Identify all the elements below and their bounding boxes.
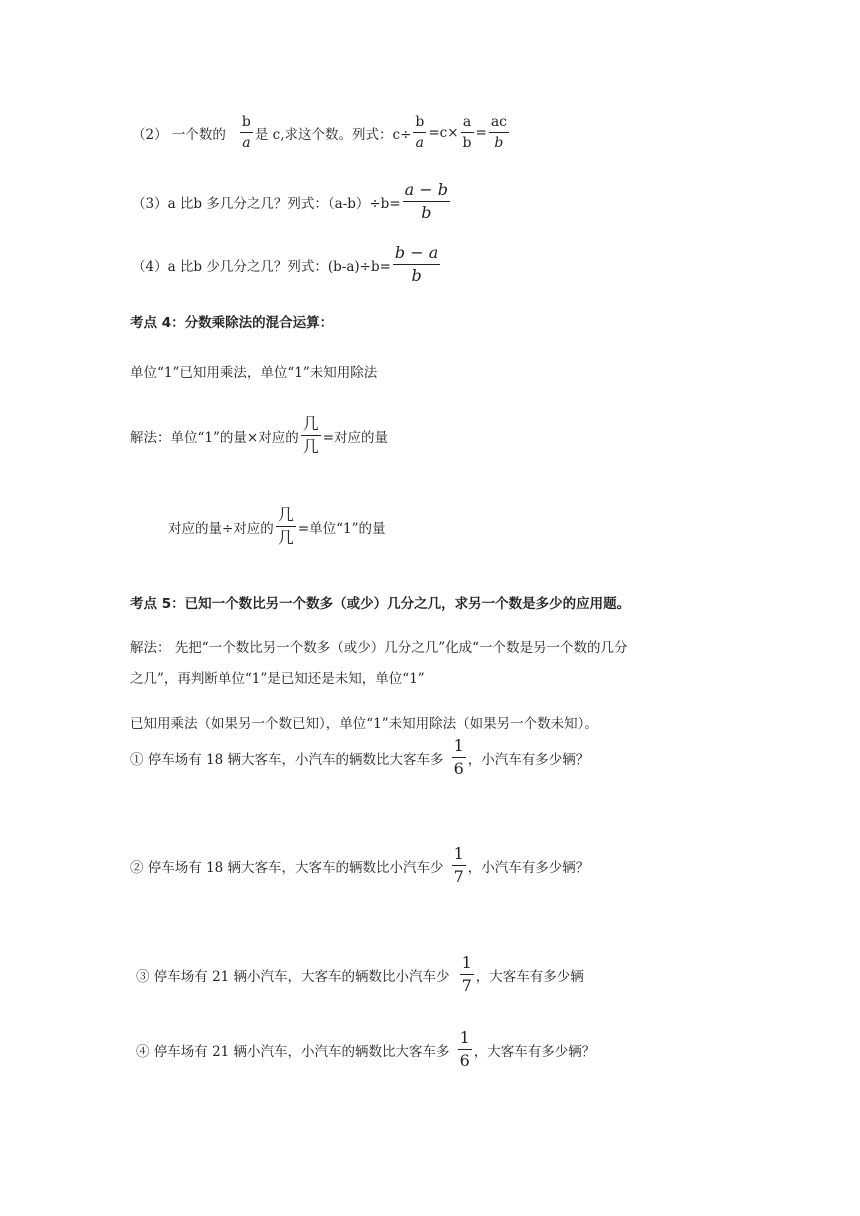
formula-3-prefix: （3）a 比b 多几分之几？列式：（a-b）÷b=: [132, 195, 401, 212]
fraction-a-over-b: $\frac{a}{b}$: [462, 114, 472, 151]
problem-2: ② 停车场有 18 辆大客车，大客车的辆数比小汽车少 $\frac{1}{7}$ ，小汽车有多少辆？: [130, 844, 590, 886]
fraction-ac-over-b: $\frac{ac}{b}$: [490, 114, 507, 151]
k5-paragraph-1: 解法： 先把“一个数比另一个数多（或少）几分之几”化成“一个数是另一个数的几分: [130, 640, 628, 656]
k4-rule: 单位“1”已知用乘法，单位“1”未知用除法: [130, 365, 378, 381]
problem-4: ④ 停车场有 21 辆小汽车，小汽车的辆数比大客车多 $\frac{1}{6}$ ，大客车有多少辆？: [136, 1028, 596, 1070]
fraction-a-minus-b-over-b: $\frac{a - b}{b}$: [404, 180, 448, 222]
k5-paragraph-3: 已知用乘法（如果另一个数已知），单位“1”未知用除法（如果另一个数未知）。: [130, 716, 598, 732]
k5-paragraph-2: 之几”，再判断单位“1”是已知还是未知，单位“1”: [130, 671, 425, 687]
formula-2-prefix: （2） 一个数的: [132, 126, 226, 143]
formula-2-mid3: =: [475, 124, 487, 141]
formula-line-3: [132, 182, 452, 221]
formula-line-2: [132, 115, 511, 150]
section-title-k5: 考点 5：已知一个数比另一个数多（或少）几分之几，求另一个数是多少的应用题。: [130, 596, 631, 612]
problem-1: ① 停车场有 18 辆大客车，小汽车的辆数比大客车多 $\frac{1}{6}$ ，小汽车有多少辆？: [130, 736, 590, 778]
fraction-1-6: $\frac{1}{6}$: [453, 736, 464, 778]
fraction-b-minus-a-over-b: $\frac{b - a}{b}$: [394, 243, 439, 285]
problem-3: ③ 停车场有 21 辆小汽车，大客车的辆数比小汽车少 $\frac{1}{7}$ ，大客车有多少辆: [136, 953, 584, 995]
fraction-b-over-a: $\frac{b}{a}$: [241, 114, 251, 151]
formula-line-4: [132, 245, 442, 284]
fraction-1-7: $\frac{1}{7}$: [453, 844, 464, 886]
fraction-1-6-b: $\frac{1}{6}$: [459, 1028, 470, 1070]
fraction-ji-over-ji: $\frac{\text{几}}{\text{几}}$: [302, 414, 319, 456]
fraction-b-over-a-2: $\frac{b}{a}$: [415, 114, 425, 151]
formula-2-mid2: =c×: [428, 124, 459, 141]
formula-4-prefix: （4）a 比b 少几分之几？列式：(b-a)÷b=: [132, 258, 391, 275]
fraction-1-7-b: $\frac{1}{7}$: [461, 953, 472, 995]
k4-method-2: 对应的量÷对应的 $\frac{\text{几}}{\text{几}}$ =单位“1”的量: [168, 505, 386, 547]
formula-2-mid1: 是 c,求这个数。列式：c÷: [254, 126, 412, 143]
fraction-ji-over-ji-2: $\frac{\text{几}}{\text{几}}$: [277, 505, 294, 547]
k4-method-1: 解法：单位“1”的量×对应的 $\frac{\text{几}}{\text{几}}$ =对应的量: [130, 414, 389, 456]
section-title-k4: 考点 4：分数乘除法的混合运算：: [130, 315, 334, 331]
